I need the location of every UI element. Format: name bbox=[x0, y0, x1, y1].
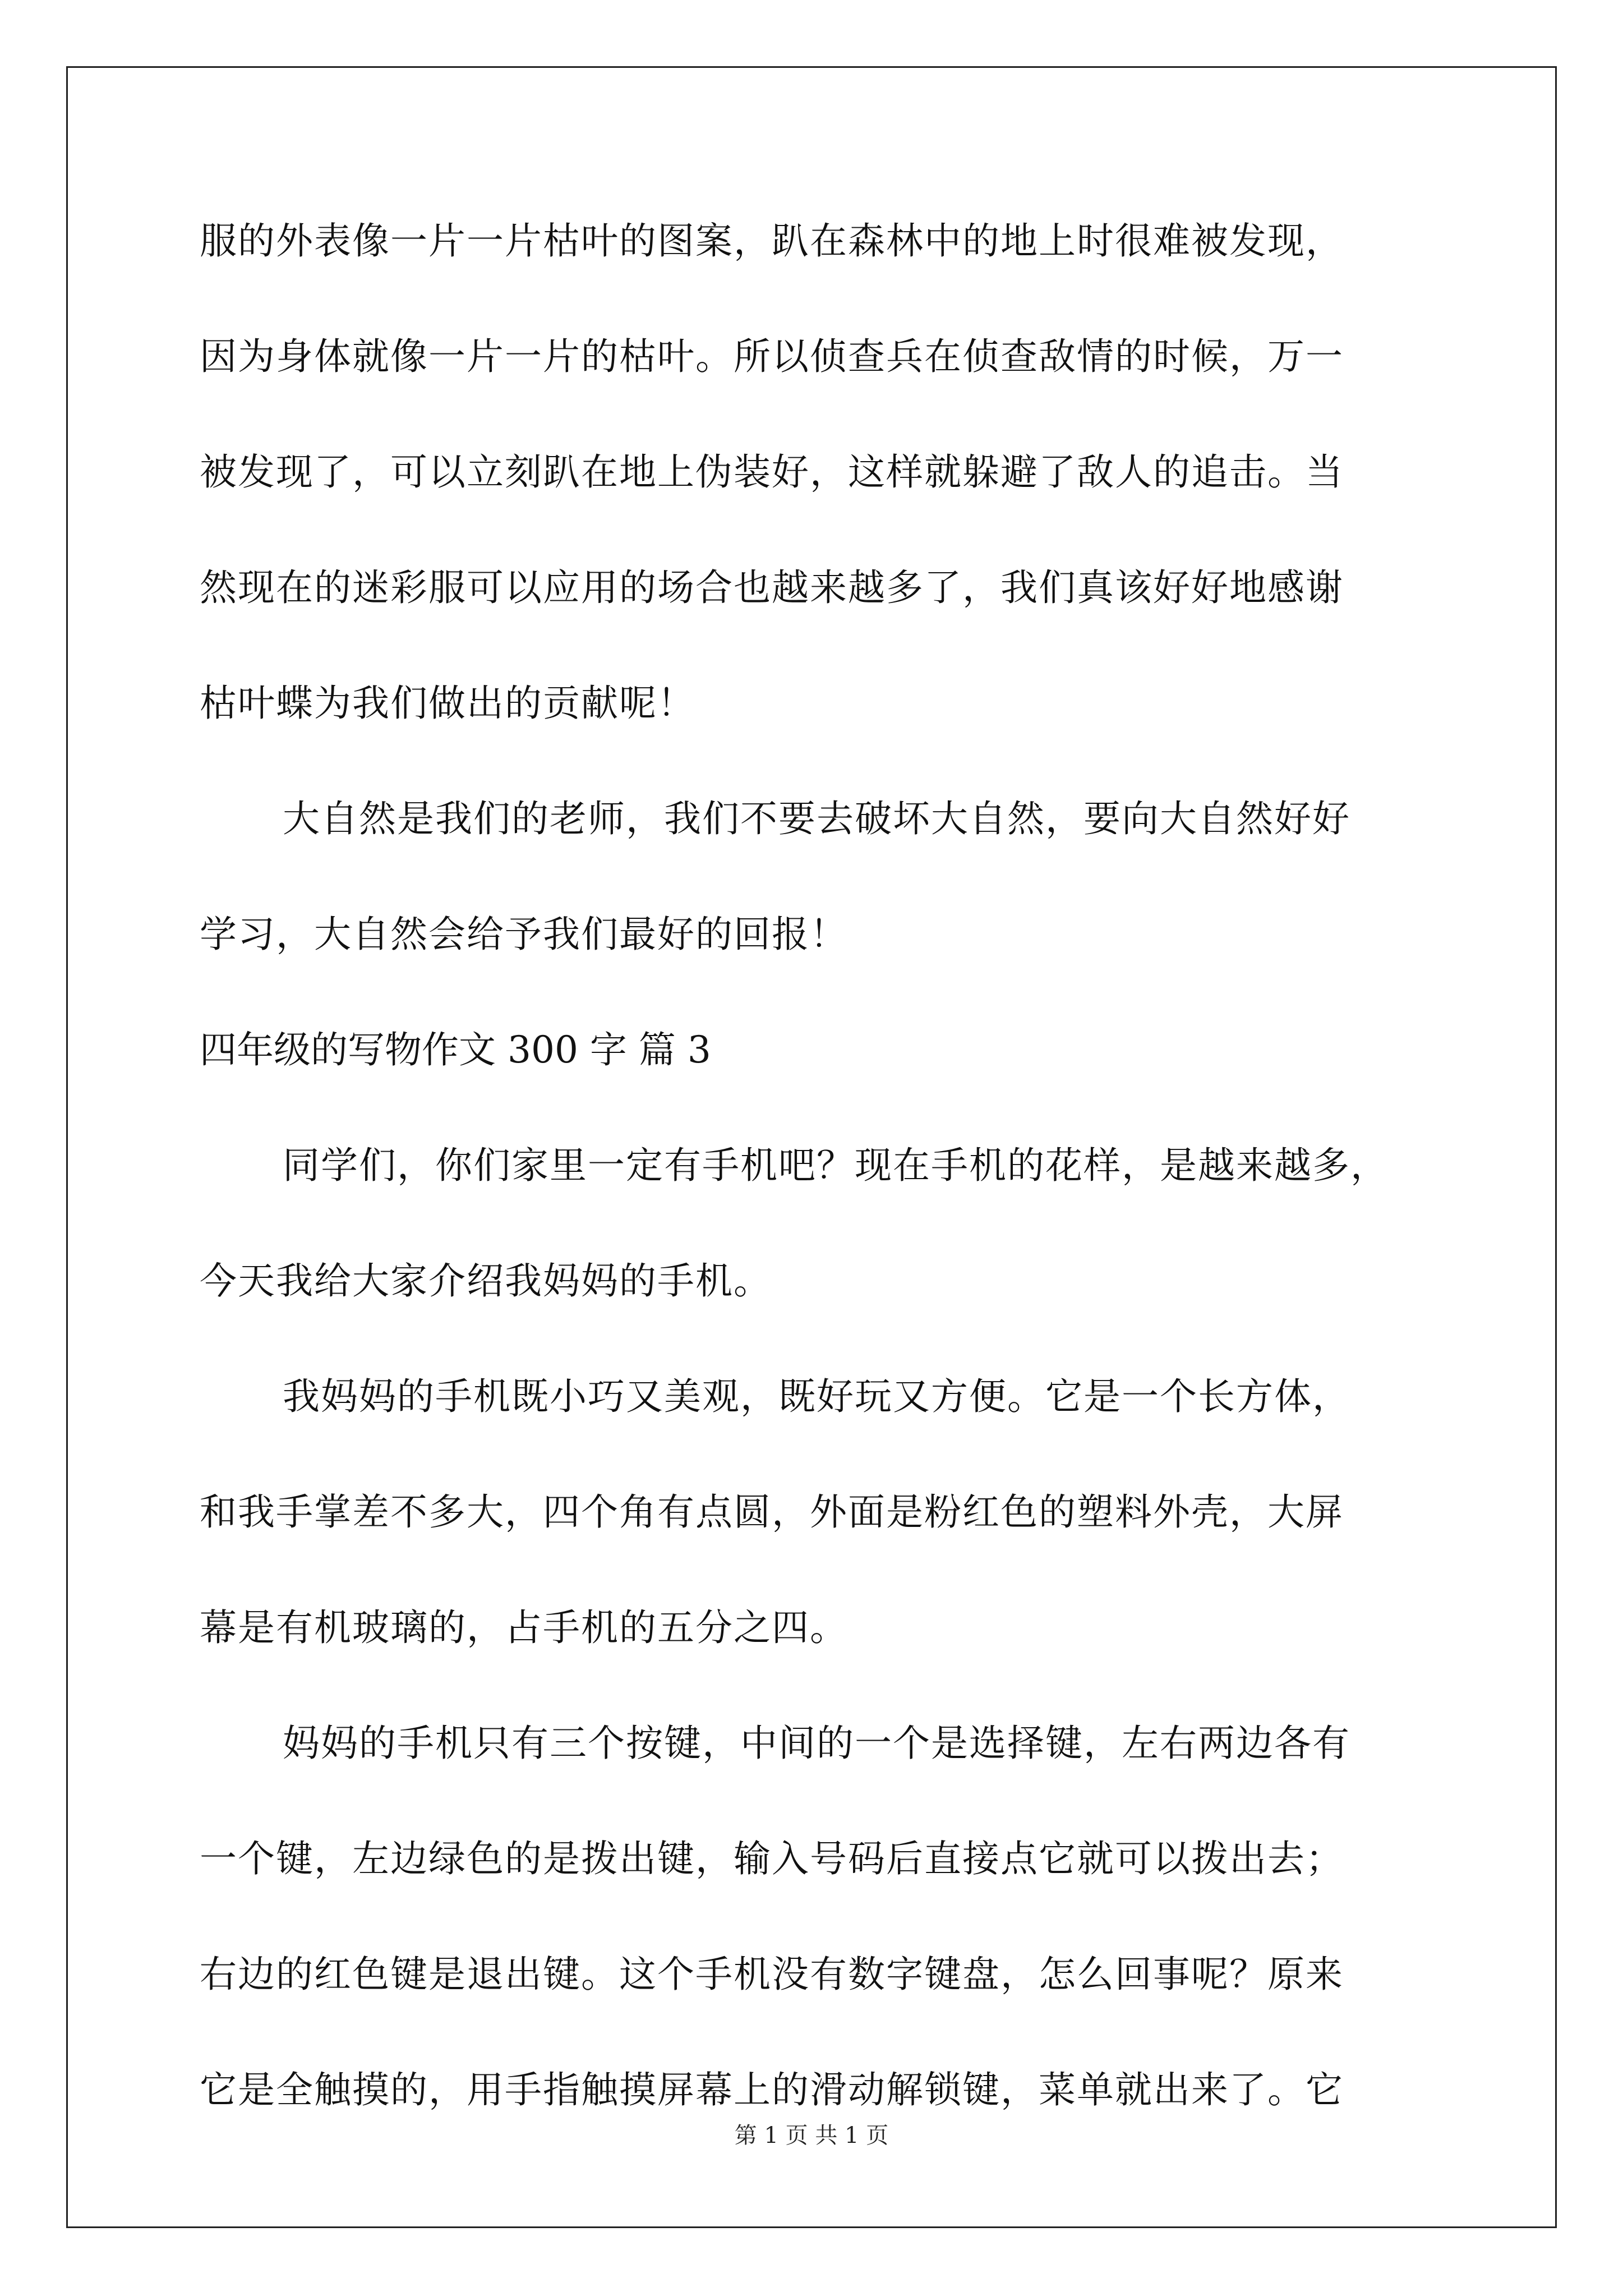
text-line: 学习，大自然会给予我们最好的回报！ bbox=[200, 913, 848, 956]
text-line: 和我手掌差不多大，四个角有点圆，外面是粉红色的塑料外壳，大屏 bbox=[200, 1490, 1344, 1534]
text-line: 它是全触摸的，用手指触摸屏幕上的滑动解锁键，菜单就出来了。它 bbox=[200, 2068, 1344, 2111]
text-line: 然现在的迷彩服可以应用的场合也越来越多了，我们真该好好地感谢 bbox=[200, 566, 1344, 609]
paragraph-first-line: 妈妈的手机只有三个按键，中间的一个是选择键，左右两边各有 bbox=[283, 1722, 1350, 1765]
paragraph-first-line: 我妈妈的手机既小巧又美观，既好玩又方便。它是一个长方体， bbox=[283, 1375, 1350, 1418]
text-line: 被发现了，可以立刻趴在地上伪装好，这样就躲避了敌人的追击。当 bbox=[200, 450, 1344, 494]
paragraph-first-line: 同学们，你们家里一定有手机吧？现在手机的花样，是越来越多， bbox=[283, 1144, 1389, 1187]
text-line: 幕是有机玻璃的，占手机的五分之四。 bbox=[200, 1606, 848, 1649]
section-heading: 四年级的写物作文 300 字 篇 3 bbox=[200, 1028, 711, 1071]
document-body bbox=[200, 219, 1433, 2183]
text-line: 右边的红色键是退出键。这个手机没有数字键盘，怎么回事呢？原来 bbox=[200, 1953, 1344, 1996]
text-line: 因为身体就像一片一片的枯叶。所以侦查兵在侦查敌情的时候，万一 bbox=[200, 335, 1344, 378]
page-number: 第 1 页 共 1 页 bbox=[734, 2123, 889, 2148]
text-line: 枯叶蝶为我们做出的贡献呢！ bbox=[200, 682, 695, 725]
text-line: 一个键，左边绿色的是拨出键，输入号码后直接点它就可以拨出去； bbox=[200, 1837, 1344, 1880]
text-line: 今天我给大家介绍我妈妈的手机。 bbox=[200, 1259, 772, 1303]
paragraph-first-line: 大自然是我们的老师，我们不要去破坏大自然，要向大自然好好 bbox=[283, 797, 1350, 840]
text-line: 服的外表像一片一片枯叶的图案，趴在森林中的地上时很难被发现， bbox=[200, 219, 1344, 263]
